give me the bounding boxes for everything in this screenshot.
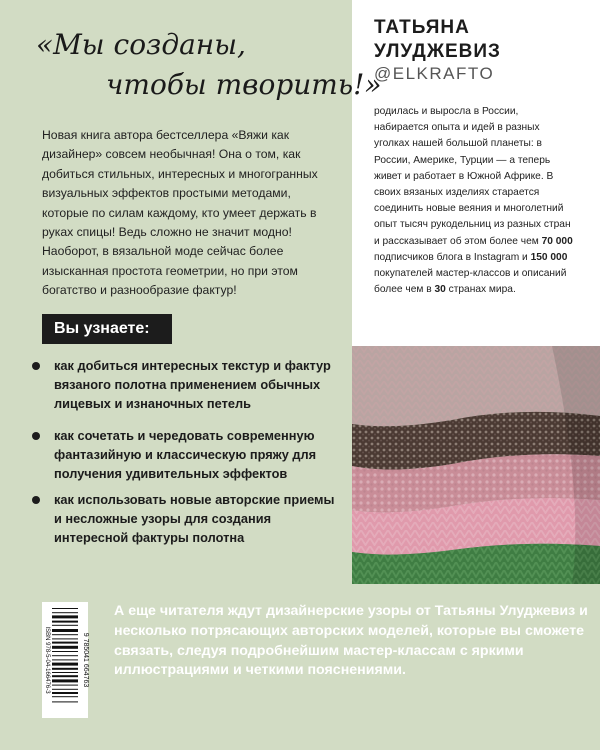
barcode-bar bbox=[52, 634, 78, 635]
knitwear-photo-art bbox=[352, 346, 600, 584]
author-name: ТАТЬЯНА УЛУДЖЕВИЗ bbox=[374, 17, 501, 62]
author-bio bbox=[374, 104, 574, 298]
quote-line-2: чтобы творить!» bbox=[106, 68, 382, 101]
bio-text: странах мира. bbox=[445, 284, 516, 296]
quote bbox=[28, 26, 382, 106]
bullet-dot-icon bbox=[32, 362, 40, 370]
bullet-dot-icon bbox=[32, 496, 40, 504]
barcode-bar bbox=[52, 612, 78, 613]
barcode-bar bbox=[52, 672, 78, 673]
barcode-bar bbox=[52, 668, 78, 670]
barcode-art bbox=[42, 602, 88, 718]
barcode-bar bbox=[52, 701, 78, 702]
barcode-bar bbox=[52, 689, 78, 690]
quote-line-1: «Мы созданы, bbox=[36, 28, 246, 61]
barcode-bar bbox=[52, 679, 78, 682]
promo-text: А еще читателя ждут дизайнерские узоры от Татьяны Улуджевиз и несколько потрясающих авторских моделей, которые вы сможете связать, следуя подробнейшим мастер-классам с яркими иллюстрациями и четкими пояснениями. bbox=[114, 603, 588, 679]
barcode-bar bbox=[52, 638, 78, 639]
bullet-text: как добиться интересных текстур и фактур вязаного полотна применением обычных лицевых и изнаночных петель bbox=[54, 358, 331, 411]
barcode bbox=[42, 602, 88, 718]
author-handle: @ELKRAFTO bbox=[374, 64, 495, 83]
barcode-bar bbox=[52, 651, 78, 652]
barcode-bar bbox=[52, 642, 78, 644]
bio-followers: 70 000 bbox=[541, 235, 573, 247]
learn-label: Вы узнаете: bbox=[42, 314, 172, 344]
barcode-bar bbox=[52, 646, 78, 649]
barcode-bar bbox=[52, 625, 78, 626]
bullet-text: как использовать новые авторские приемы и несложные узоры для создания интересной фактуры полотна bbox=[54, 492, 335, 545]
knitwear-photo bbox=[352, 346, 600, 584]
barcode-bar bbox=[52, 655, 78, 656]
bio-text: покупателей мастер-классов и описаний более чем в bbox=[374, 268, 567, 296]
barcode-bar bbox=[52, 663, 78, 666]
barcode-digits: 9 785041 664763 bbox=[82, 632, 89, 688]
barcode-bar bbox=[52, 608, 78, 609]
barcode-bar bbox=[52, 615, 78, 618]
barcode-bar bbox=[52, 696, 78, 697]
barcode-bar bbox=[52, 685, 78, 686]
bio-countries: 30 bbox=[434, 284, 446, 296]
bullet-dot-icon bbox=[32, 432, 40, 440]
barcode-bar bbox=[52, 659, 78, 660]
bullet-text: как сочетать и чередовать современную фантазийную и классическую пряжу для получения удивительных эффектов bbox=[54, 428, 317, 481]
barcode-bar bbox=[52, 675, 78, 677]
barcode-bar bbox=[52, 621, 78, 623]
bio-text: родилась и выросла в России, набирается опыта и идей в разных уголках нашей большой планеты: в России, Америке, Турции — а теперь живет и работает в Южной Африке. В своих вязаных изделиях старается соединить новые веяния и многолетний опыт тысяч рукодельниц из разных стран и рассказывает об этом более чем bbox=[374, 106, 571, 247]
isbn-text: ISBN 978-5-04-166476-3 bbox=[44, 626, 50, 694]
barcode-bars bbox=[52, 608, 78, 702]
bio-text: подписчиков блога в Instagram и bbox=[374, 251, 531, 263]
barcode-bar bbox=[52, 692, 78, 694]
barcode-bar bbox=[52, 629, 78, 632]
bio-buyers: 150 000 bbox=[530, 251, 568, 263]
intro-paragraph: Новая книга автора бестселлера «Вяжи как дизайнер» совсем необычная! Она о том, как добиться стильных, интересных и многогранных визуальных эффектов простыми методами, которые по силам каждому, кто умеет держать в руках спицы! Ведь сложно не значит модно! Наоборот, в вязальной моде сейчас более изысканная простота геометрии, но при этом богатство и разнообразие фактур! bbox=[42, 128, 318, 298]
